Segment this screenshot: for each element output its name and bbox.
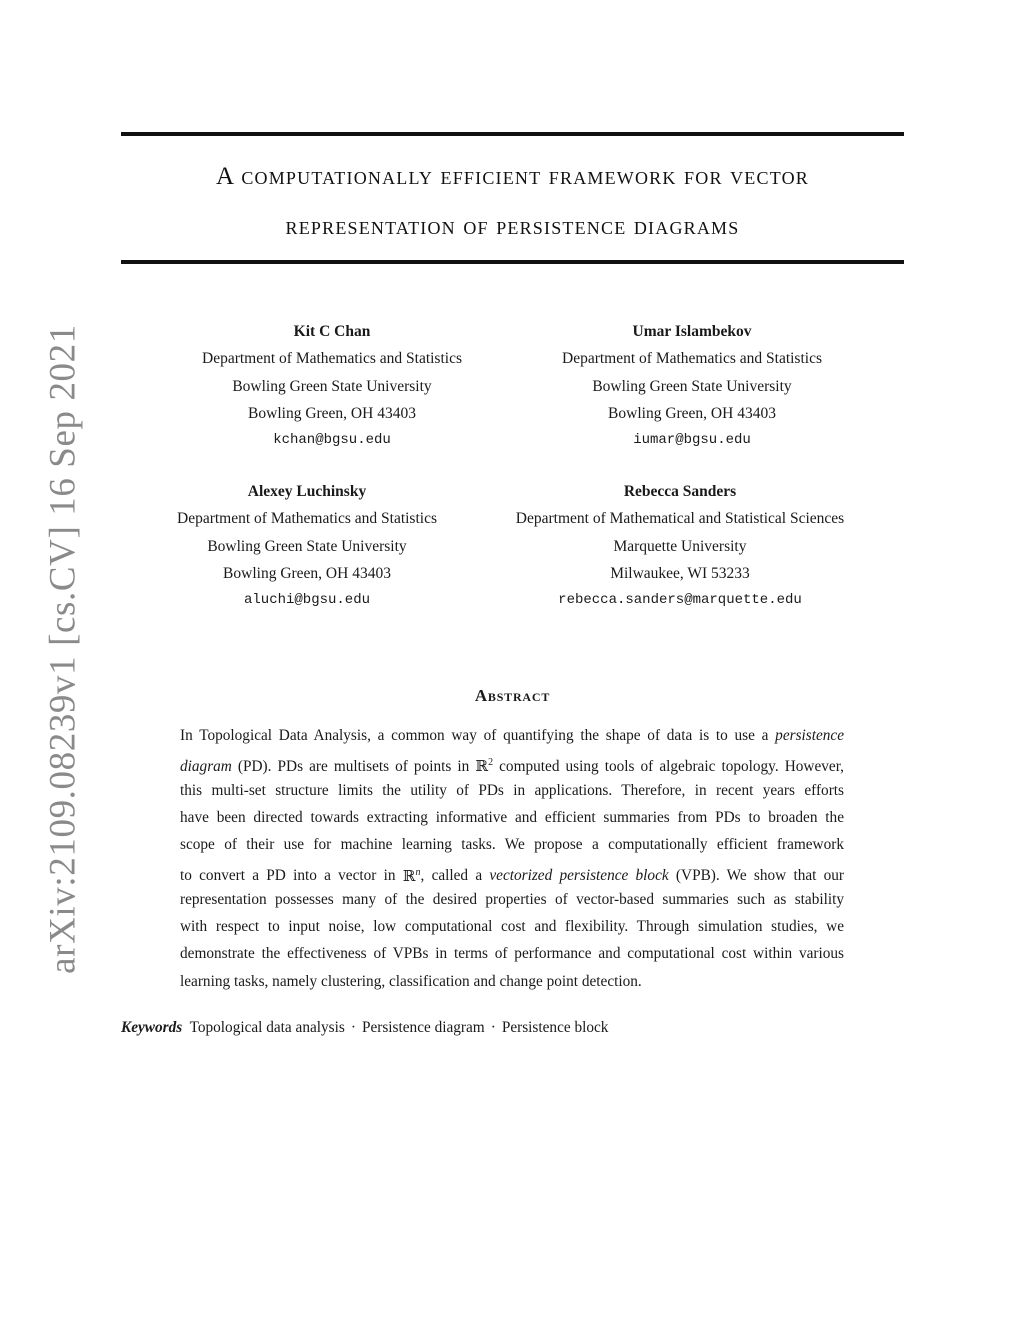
author-name: Kit C Chan: [293, 323, 371, 340]
abstract-line: this multi-set structure limits the utility of PDs in applications. Therefore, in recent years efforts: [180, 781, 844, 799]
author-email[interactable]: iumar@bgsu.edu: [633, 432, 751, 449]
arxiv-identifier: arXiv:2109.08239v1 [cs.CV] 16 Sep 2021: [42, 324, 84, 974]
author-university: Bowling Green State University: [232, 377, 432, 395]
abstract-line: learning tasks, namely clustering, classification and change point detection.: [180, 972, 642, 990]
abstract-text: , called a: [420, 867, 483, 885]
keywords-label: Keywords: [121, 1019, 183, 1036]
author-department: Department of Mathematics and Statistics: [202, 350, 462, 368]
abstract-text: computed using tools of algebraic topology. However,: [499, 758, 844, 776]
author-department: Department of Mathematics and Statistics: [177, 510, 437, 528]
abstract-text: In Topological Data Analysis, a common way of quantifying the shape of data is to use a: [180, 727, 769, 744]
abstract-body: [180, 722, 844, 995]
author-block: [162, 318, 502, 454]
abstract-line: representation possesses many of the desired properties of vector-based summaries such as stability: [180, 890, 844, 908]
math-superscript: 2: [488, 757, 494, 769]
keyword-separator: ·: [490, 1019, 496, 1036]
title-bottom-rule: [121, 260, 904, 264]
abstract-line: have been directed towards extracting informative and efficient summaries from PDs to broaden the: [180, 808, 844, 826]
author-email[interactable]: kchan@bgsu.edu: [273, 432, 391, 449]
author-department: Department of Mathematical and Statistical Sciences: [515, 510, 845, 528]
author-name: Umar Islambekov: [632, 323, 752, 340]
abstract-line: [180, 858, 844, 885]
abstract-text: to convert a PD into a vector in: [180, 867, 396, 885]
abstract-emphasis: persistence: [775, 727, 844, 744]
keyword-item: Persistence diagram: [361, 1019, 485, 1036]
math-symbol-real: ℝ$^2$: [475, 757, 494, 776]
author-university: Bowling Green State University: [592, 377, 792, 395]
author-department: Department of Mathematics and Statistics: [562, 350, 822, 368]
abstract-emphasis: diagram: [180, 758, 232, 776]
abstract-line: with respect to input noise, low computational cost and flexibility. Through simulation studies, we: [180, 918, 844, 936]
keyword-separator: ·: [350, 1019, 356, 1036]
abstract-text: (PD). PDs are multisets of points in: [237, 758, 470, 776]
keyword-item: Persistence block: [501, 1019, 609, 1036]
abstract-line: scope of their use for machine learning tasks. We propose a computationally efficient framework: [180, 836, 844, 854]
abstract-line: [180, 749, 844, 776]
author-university: Bowling Green State University: [207, 537, 407, 555]
author-university: Marquette University: [613, 537, 747, 555]
author-block: [137, 478, 477, 614]
abstract-line: [180, 722, 844, 749]
math-symbol-real: ℝ$^n$: [402, 866, 421, 885]
abstract-text: (VPB). We show that our: [675, 867, 845, 885]
abstract-emphasis: vectorized persistence block: [489, 867, 669, 885]
abstract-line: demonstrate the effectiveness of VPBs in terms of performance and computational cost within various: [180, 945, 844, 963]
author-name: Rebecca Sanders: [623, 483, 737, 500]
abstract-heading: Abstract: [474, 686, 551, 705]
title-top-rule: [121, 132, 904, 136]
author-email[interactable]: aluchi@bgsu.edu: [243, 592, 371, 609]
author-city: Bowling Green, OH 43403: [223, 564, 391, 582]
author-name: Alexey Luchinsky: [247, 483, 367, 500]
author-city: Bowling Green, OH 43403: [608, 404, 776, 422]
author-email[interactable]: rebecca.sanders@marquette.edu: [558, 592, 802, 609]
author-block: [490, 478, 870, 614]
math-superscript: n: [415, 866, 421, 878]
keyword-item: Topological data analysis: [189, 1019, 345, 1036]
author-city: Milwaukee, WI 53233: [610, 564, 750, 582]
paper-title-line-1: A computationally efficient framework for vector: [216, 163, 809, 190]
author-block: [522, 318, 862, 454]
keywords-line: [121, 1016, 608, 1040]
paper-title-line-2: representation of persistence diagrams: [285, 213, 740, 240]
author-city: Bowling Green, OH 43403: [248, 404, 416, 422]
